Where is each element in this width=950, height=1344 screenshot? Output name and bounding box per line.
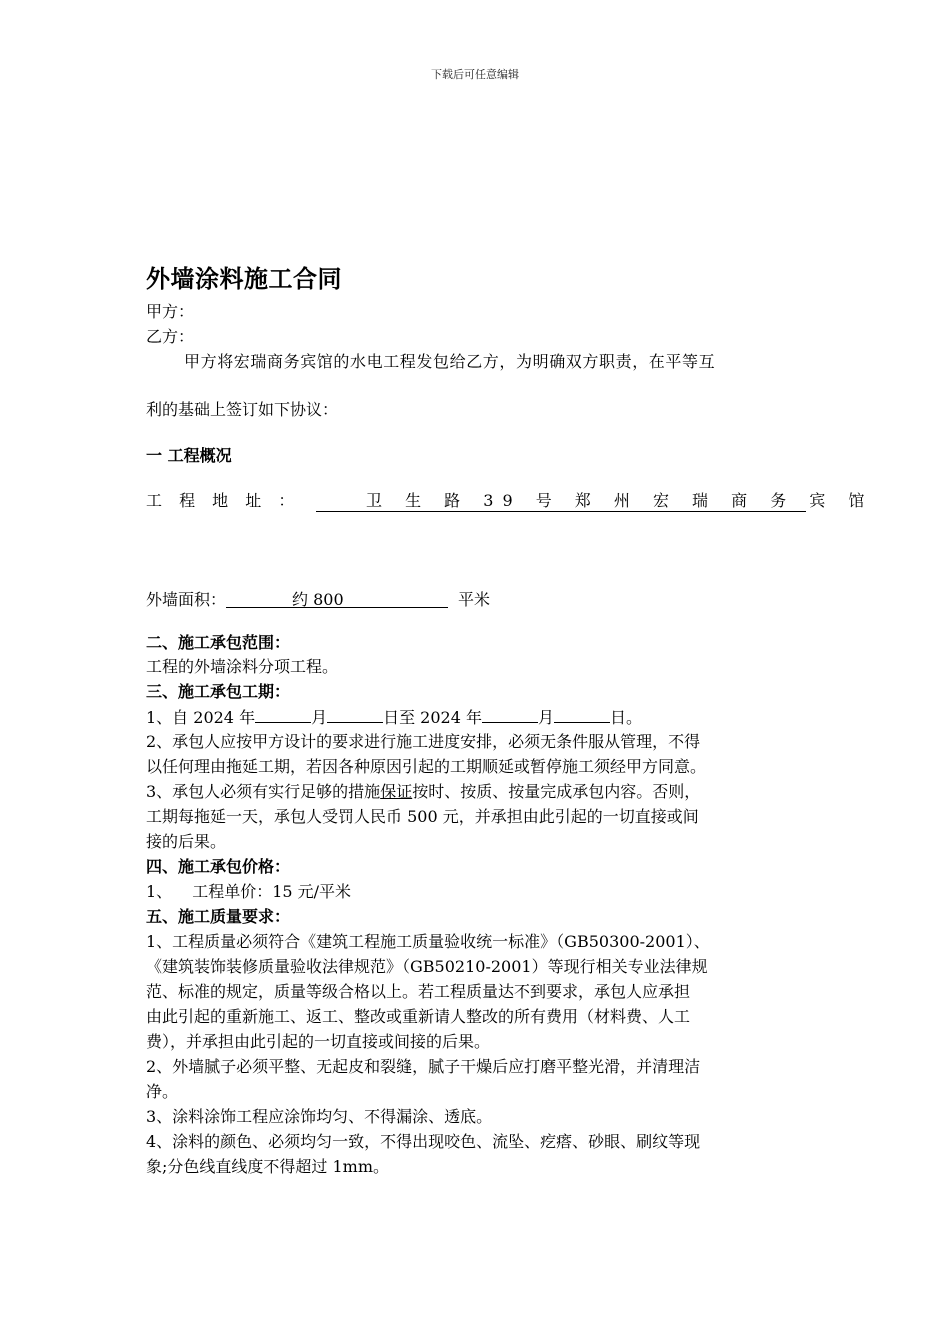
section-5-item-2-line-2: 净。 — [146, 1082, 179, 1101]
item-1-month-label: 月 — [311, 708, 328, 727]
item-1-start-year: 1、自 2024 年 — [146, 708, 256, 727]
address-value-text: 卫 生 路 39 号 郑 州 宏 瑞 商 务 宾 馆 — [366, 491, 874, 510]
party-b-label: 乙方： — [146, 327, 195, 346]
address-value — [316, 488, 874, 512]
section-3-item-3-line-3: 接的后果。 — [146, 832, 227, 851]
section-5-item-2-line-1: 2、外墙腻子必须平整、无起皮和裂缝，腻子干燥后应打磨平整光滑，并清理洁 — [146, 1057, 701, 1076]
start-month-blank — [255, 705, 311, 723]
item-3-underlined: 保证 — [380, 782, 413, 801]
item-3-text-b: 按时、按质、按量完成承包内容。否则， — [412, 782, 701, 801]
item-3-text-a: 3、承包人必须有实行足够的措施 — [146, 782, 381, 801]
unit-price-text: 工程单价：15 元/平米 — [192, 882, 352, 901]
section-2-heading: 二、施工承包范围： — [146, 633, 291, 652]
intro-line-2: 利的基础上签订如下协议： — [146, 400, 339, 419]
section-3-item-1 — [146, 705, 642, 730]
item-1-end-day-label: 日。 — [610, 708, 643, 727]
party-a-label: 甲方： — [146, 302, 195, 321]
start-day-blank — [327, 705, 383, 723]
section-4-item-1 — [146, 880, 351, 904]
item-1-end-year: 日至 2024 年 — [383, 708, 482, 727]
section-2-text: 工程的外墙涂料分项工程。 — [146, 657, 339, 676]
area-label: 外墙面积： — [146, 590, 227, 609]
section-3-item-2-line-2: 以任何理由拖延工期，若因各种原因引起的工期顺延或暂停施工须经甲方同意。 — [146, 757, 707, 776]
item-1-end-month-label: 月 — [538, 708, 555, 727]
address-label: 工 程 地 址 ： — [146, 491, 301, 510]
section-3-heading: 三、施工承包工期： — [146, 682, 291, 701]
section-1-heading: 一 工程概况 — [146, 446, 232, 465]
area-unit: 平米 — [458, 590, 491, 609]
end-month-blank — [482, 705, 538, 723]
section-5-item-1-line-4: 由此引起的重新施工、返工、整改或重新请人整改的所有费用（材料费、人工 — [146, 1007, 691, 1026]
section-5-item-1-line-2: 《建筑装饰装修质量验收法律规范》（GB50210-2001）等现行相关专业法律规 — [146, 957, 708, 976]
section-5-item-1-line-5: 费），并承担由此引起的一切直接或间接的后果。 — [146, 1032, 491, 1051]
end-day-blank — [554, 705, 610, 723]
section-4-heading: 四、施工承包价格： — [146, 857, 291, 876]
area-value — [226, 588, 448, 608]
section-5-item-1-line-1: 1、工程质量必须符合《建筑工程施工质量验收统一标准》（GB50300-2001）、 — [146, 932, 710, 951]
section-5-item-1-line-3: 范、标准的规定，质量等级合格以上。若工程质量达不到要求，承包人应承担 — [146, 982, 691, 1001]
page-header-note: 下载后可任意编辑 — [431, 68, 519, 81]
section-5-heading: 五、施工质量要求： — [146, 907, 291, 926]
section-5-item-4-line-1: 4、涂料的颜色、必须均匀一致，不得出现咬色、流坠、疙瘩、砂眼、刷纹等现 — [146, 1132, 701, 1151]
item-1-number: 1、 — [146, 882, 173, 901]
area-value-text: 约 800 — [292, 590, 344, 609]
document-title: 外墙涂料施工合同 — [146, 265, 342, 293]
area-row — [146, 588, 490, 612]
section-5-item-3: 3、涂料涂饰工程应涂饰均匀、不得漏涂、透底。 — [146, 1107, 493, 1126]
section-3-item-2-line-1: 2、承包人应按甲方设计的要求进行施工进度安排，必须无条件服从管理，不得 — [146, 732, 701, 751]
section-3-item-3-line-1 — [146, 780, 700, 804]
section-3-item-3-line-2: 工期每拖延一天，承包人受罚人民币 500 元，并承担由此引起的一切直接或间 — [146, 807, 699, 826]
intro-line-1: 甲方将宏瑞商务宾馆的水电工程发包给乙方，为明确双方职责，在平等互 — [184, 352, 716, 371]
section-5-item-4-line-2: 象;分色线直线度不得超过 1mm。 — [146, 1157, 390, 1176]
address-row — [146, 488, 874, 512]
